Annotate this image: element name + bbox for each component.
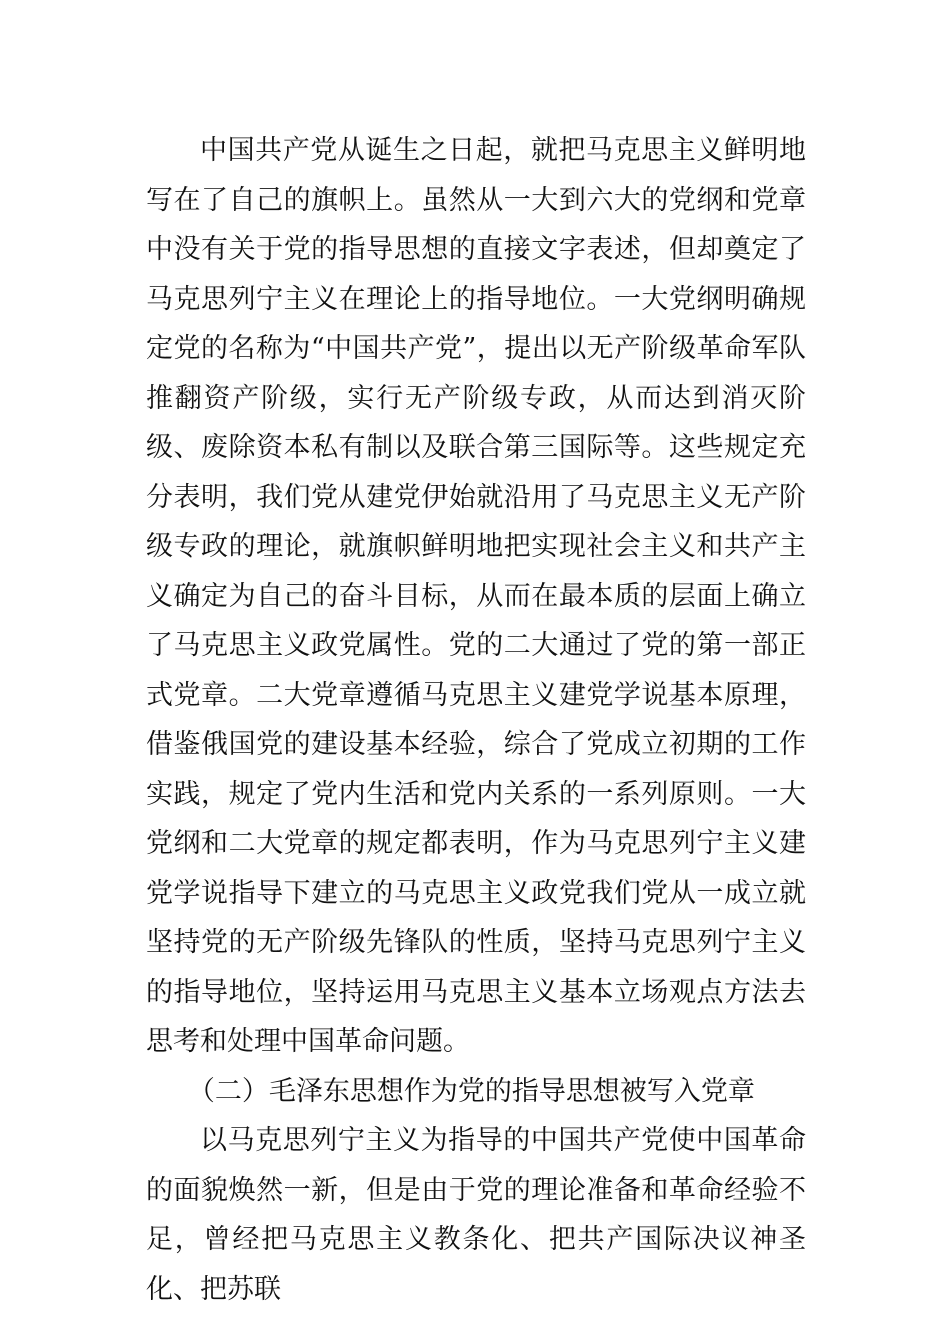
body-paragraph: 以马克思列宁主义为指导的中国共产党使中国革命的面貌焕然一新，但是由于党的理论准备和革命经验不足，曾经把马克思主义教条化、把共产国际决议神圣化、把苏联 bbox=[146, 1125, 806, 1305]
section-heading: （二）毛泽东思想作为党的指导思想被写入党章 bbox=[187, 1075, 755, 1107]
document-body bbox=[146, 126, 806, 1314]
body-paragraph: 中国共产党从诞生之日起，就把马克思主义鲜明地写在了自己的旗帜上。虽然从一大到六大的党纲和党章中没有关于党的指导思想的直接文字表述，但却奠定了马克思列宁主义在理论上的指导地位。一大党纲明确规定党的名称为“中国共产党”，提出以无产阶级革命军队推翻资产阶级，实行无产阶级专政，从而达到消灭阶级、废除资本私有制以及联合第三国际等。这些规定充分表明，我们党从建党伊始就沿用了马克思主义无产阶级专政的理论，就旗帜鲜明地把实现社会主义和共产主义确定为自己的奋斗目标，从而在最本质的层面上确立了马克思主义政党属性。党的二大通过了党的第一部正式党章。二大党章遵循马克思主义建党学说基本原理，借鉴俄国党的建设基本经验，综合了党成立初期的工作实践，规定了党内生活和党内关系的一系列原则。一大党纲和二大党章的规定都表明，作为马克思列宁主义建党学说指导下建立的马克思主义政党我们党从一成立就坚持党的无产阶级先锋队的性质，坚持马克思列宁主义的指导地位，坚持运用马克思主义基本立场观点方法去思考和处理中国革命问题。 bbox=[146, 135, 806, 1057]
